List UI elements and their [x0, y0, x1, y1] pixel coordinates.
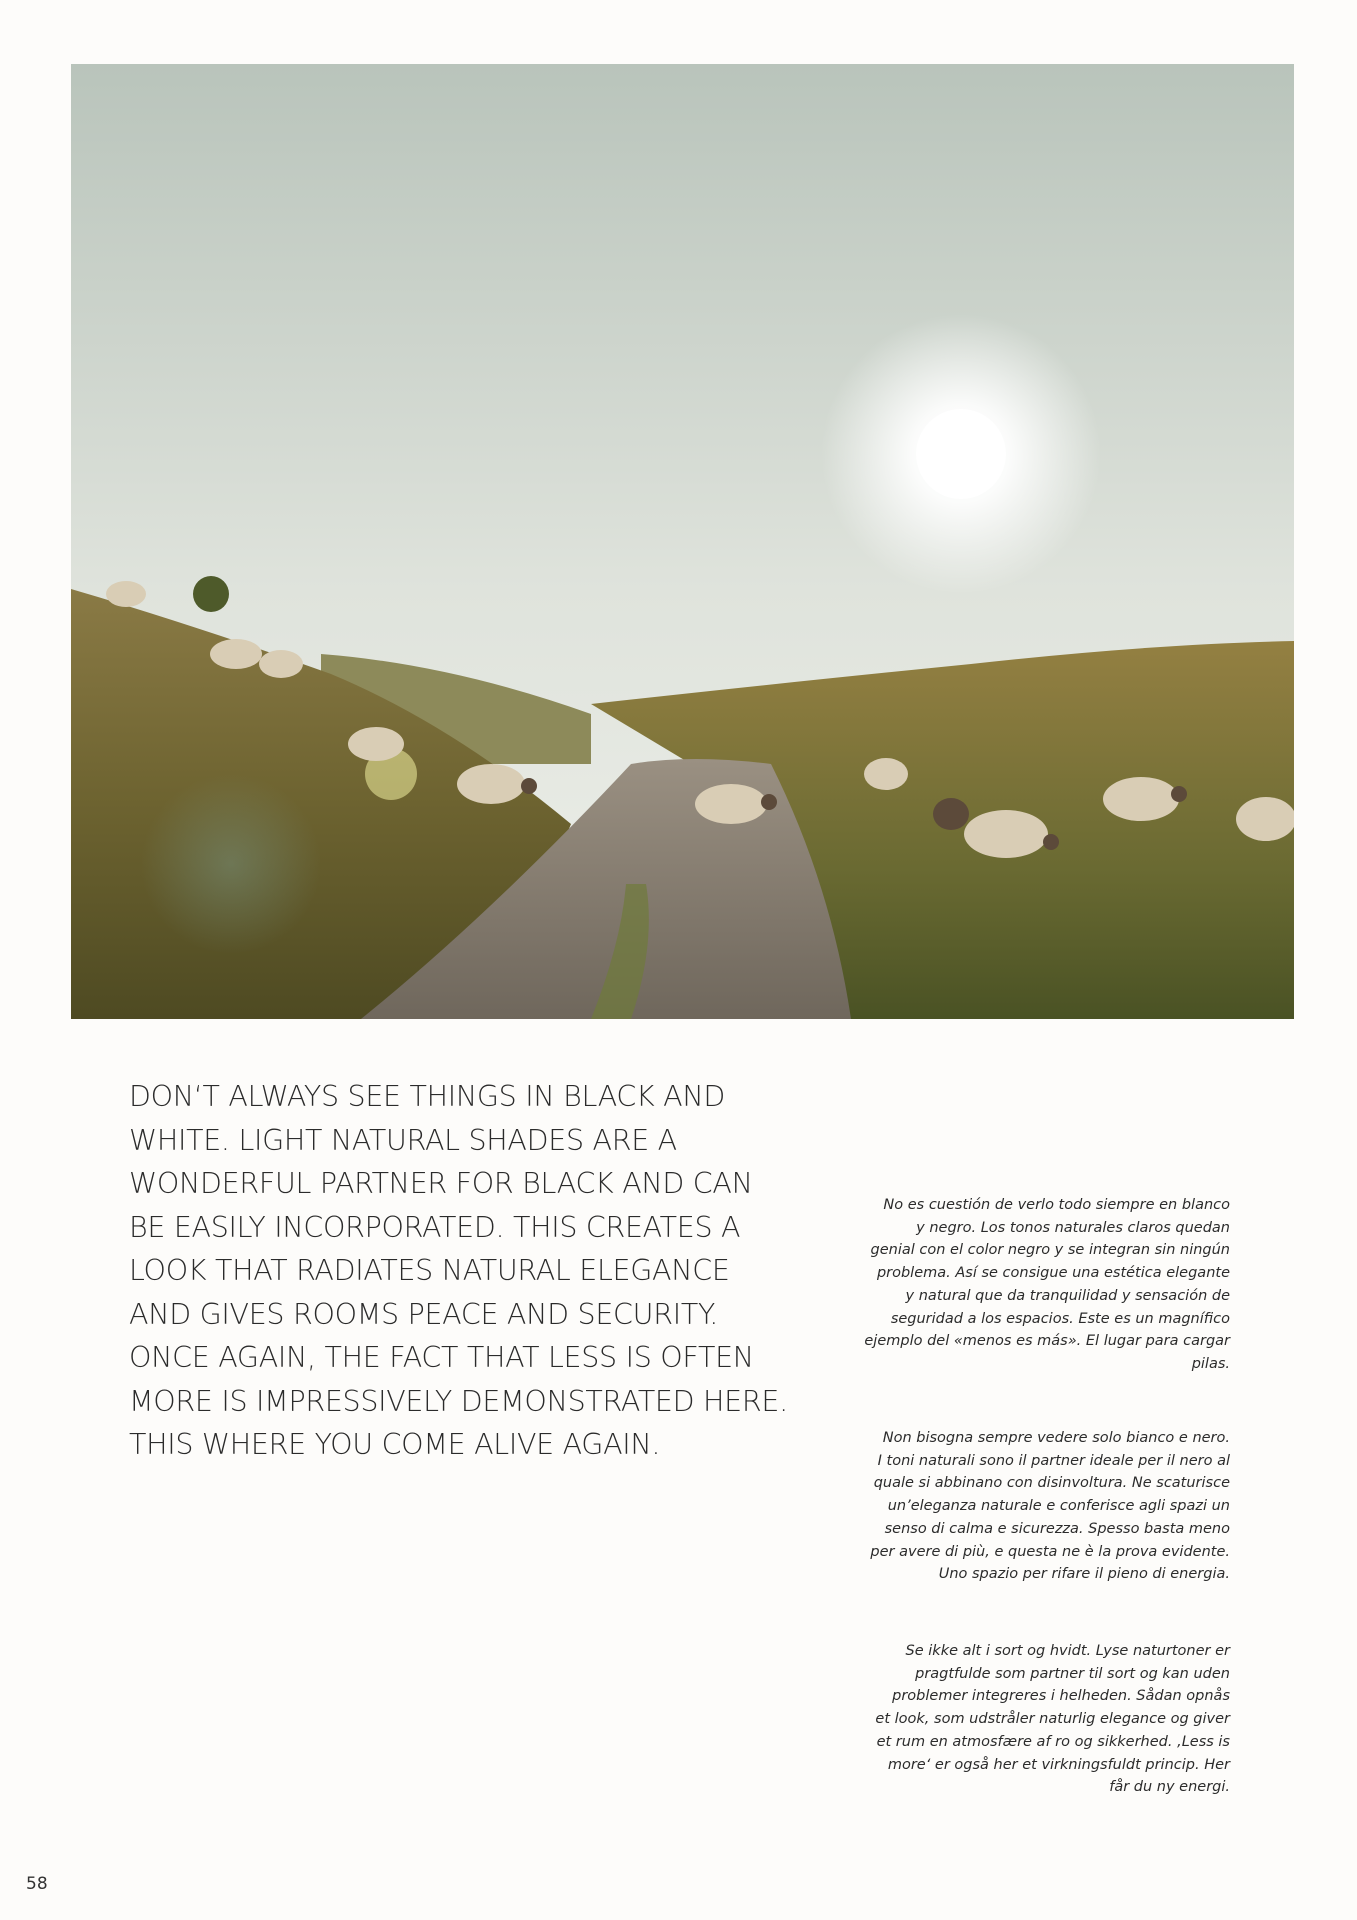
paragraph-line: problema. Así se consigue una estética elegante: [876, 1265, 1230, 1282]
paragraph-line: No es cuestión de verlo todo siempre en blanco: [883, 1197, 1230, 1213]
sheep-landscape-illustration: [71, 64, 1294, 1019]
paragraph-line: un’eleganza naturale e conferisce agli spazi un: [887, 1498, 1230, 1515]
landscape-photo: [71, 64, 1294, 1019]
paragraph-line: et look, som udstråler naturlig elegance og giver: [875, 1711, 1230, 1728]
paragraph-line: pilas.: [1191, 1355, 1230, 1372]
headline-line: DON‘T ALWAYS SEE THINGS IN BLACK AND: [129, 1080, 725, 1113]
paragraph-line: y negro. Los tonos naturales claros quedan: [916, 1219, 1230, 1236]
headline-line: MORE IS IMPRESSIVELY DEMONSTRATED HERE.: [129, 1384, 788, 1418]
paragraph-spanish: [860, 1194, 1230, 1376]
headline-line: THIS WHERE YOU COME ALIVE AGAIN.: [129, 1428, 661, 1461]
headline-line: ONCE AGAIN, THE FACT THAT LESS IS OFTEN: [129, 1341, 754, 1374]
paragraph-line: et rum en atmosfære af ro og sikkerhed. ‚Less is: [876, 1733, 1230, 1750]
paragraph-line: quale si abbinano con disinvoltura. Ne scaturisce: [873, 1475, 1230, 1492]
paragraph-line: more‘ er også her et virkningsfuldt princip. Her: [887, 1756, 1230, 1773]
paragraph-line: I toni naturali sono il partner ideale per il nero al: [877, 1452, 1230, 1469]
paragraph-line: genial con el color negro y se integran sin ningún: [870, 1242, 1230, 1259]
paragraph-line: problemer integreres i helheden. Sådan opnås: [892, 1688, 1230, 1705]
paragraph-line: Se ikke alt i sort og hvidt. Lyse naturtoner er: [905, 1643, 1230, 1659]
headline-line: BE EASILY INCORPORATED. THIS CREATES A: [129, 1210, 741, 1244]
paragraph-danish: [860, 1640, 1230, 1799]
paragraph-italian: [860, 1427, 1230, 1586]
paragraph-line: Non bisogna sempre vedere solo bianco e nero.: [882, 1430, 1230, 1446]
paragraph-line: per avere di più, e questa ne è la prova evidente.: [870, 1543, 1230, 1560]
headline-line: LOOK THAT RADIATES NATURAL ELEGANCE: [129, 1254, 730, 1287]
paragraph-line: y natural que da tranquilidad y sensación de: [905, 1287, 1230, 1304]
headline-line: WONDERFUL PARTNER FOR BLACK AND CAN: [129, 1167, 753, 1200]
paragraph-line: seguridad a los espacios. Este es un magnífico: [890, 1310, 1230, 1327]
paragraph-line: pragtfulde som partner til sort og kan uden: [915, 1665, 1230, 1682]
headline-english: [129, 1075, 809, 1467]
page-number: 58: [26, 1874, 48, 1894]
headline-line: WHITE. LIGHT NATURAL SHADES ARE A: [129, 1123, 677, 1157]
paragraph-line: ejemplo del «menos es más». El lugar para cargar: [864, 1333, 1230, 1350]
paragraph-line: får du ny energi.: [1109, 1779, 1230, 1796]
paragraph-line: senso di calma e sicurezza. Spesso basta meno: [884, 1520, 1230, 1537]
paragraph-line: Uno spazio per rifare il pieno di energia.: [938, 1566, 1230, 1583]
headline-line: AND GIVES ROOMS PEACE AND SECURITY.: [129, 1297, 719, 1331]
